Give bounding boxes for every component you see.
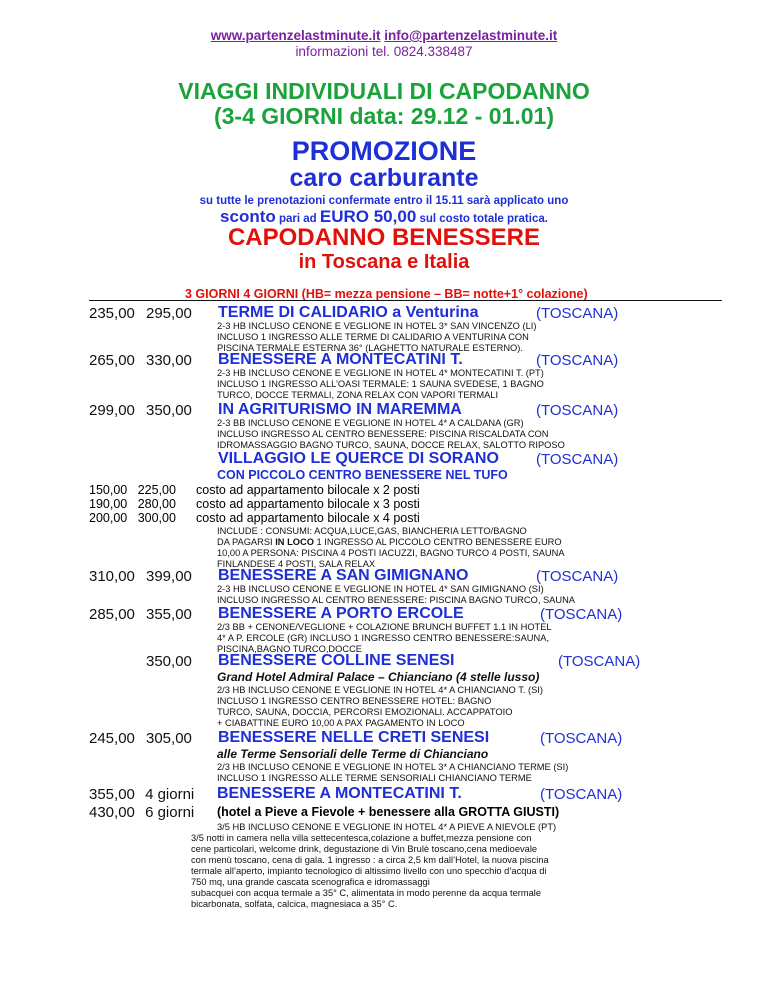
discount-tail: sul costo totale pratica. [416,213,548,225]
offer-desc-top: 3/5 HB INCLUSO CENONE E VEGLIONE IN HOTEL 4* A PIEVE A NIEVOLE (PT) [217,822,557,832]
price-3-days: 235,00 [89,305,135,322]
header-links [0,28,768,43]
headline-line1: VIAGGI INDIVIDUALI DI CAPODANNO [178,78,590,104]
offer-desc-1: 2-3 HB INCLUSO CENONE E VEGLIONE IN HOTEL 4* MONTECATINI T. (PT) [217,368,544,378]
section-title: CAPODANNO BENESSERE [227,224,541,251]
price-value: 430,00 [89,804,135,821]
offer-desc-2: INCLUSO 1 INGRESSO ALLE TERME DI CALIDARIO A VENTURINA CON [217,332,529,342]
price-3-days: 265,00 [89,352,135,369]
desc-text: DA PAGARSI [217,537,276,547]
offer-title: BENESSERE COLLINE SENESI [218,652,455,669]
offer-desc-1: 2-3 HB INCLUSO CENONE E VEGLIONE IN HOTEL 3* SAN VINCENZO (LI) [217,321,537,331]
offer-desc-1: 2/3 BB + CENONE/VEGLIONE + COLAZIONE BRUNCH BUFFET 1.1 IN HOTEL [217,622,552,632]
duration: 6 giorni [145,804,195,821]
section-legend: 3 GIORNI 4 GIORNI (HB= mezza pensione – BB= notte+1° colazione) [185,287,588,301]
price-row [89,483,176,497]
offer-desc-2: INCLUSO INGRESSO AL CENTRO BENESSERE: PISCINA BAGNO TURCO, SAUNA [217,595,576,605]
discount-word: sconto [220,207,276,226]
offer-title: VILLAGGIO LE QUERCE DI SORANO [218,450,499,467]
offer-region: (TOSCANA) [536,402,619,419]
offer-desc-1: INCLUDE : CONSUMI: ACQUA,LUCE,GAS, BIANCHERIA LETTO/BAGNO [217,526,527,536]
price-3-days: 285,00 [89,606,135,623]
price-row-1 [89,786,194,803]
price-4-days: 350,00 [146,402,192,419]
offer-desc-3: TURCO, DOCCE TERMALI, ZONA RELAX CON VAPORI TERMALI [217,390,499,400]
promo-title: PROMOZIONE [291,136,477,166]
offer-desc-2: INCLUSO 1 INGRESSO ALL’OASI TERMALE: 1 SAUNA SVEDESE, 1 BAGNO [217,379,544,389]
offer-desc-1: 2/3 HB INCLUSO CENONE E VEGLIONE IN HOTEL 4* A CHIANCIANO T. (SI) [217,685,543,695]
offer-subtitle: Grand Hotel Admiral Palace – Chianciano (4 stelle lusso) [217,670,540,684]
section-subtitle: in Toscana e Italia [298,251,470,273]
offer-desc-1: 3/5 notti in camera nella villa settecentesca,colazione a buffet,mezza pensione con [191,833,532,843]
price-4-days: 305,00 [146,730,192,747]
row-text: costo ad appartamento bilocale x 4 posti [196,511,420,525]
offer-region: (TOSCANA) [536,451,619,468]
price-4-days: 225,00 [137,483,176,497]
offer-subtitle: CON PICCOLO CENTRO BENESSERE NEL TUFO [217,468,508,482]
price-row-2 [89,804,194,821]
duration: 4 giorni [145,786,195,803]
price-4-days: 350,00 [146,653,192,670]
offer-desc-3: TURCO, SAUNA, DOCCIA, PERCORSI EMOZIONALI. ACCAPPATOIO [217,707,513,717]
email-link[interactable]: info@partenzelastminute.it [384,28,558,43]
offer-desc-1: 2-3 HB INCLUSO CENONE E VEGLIONE IN HOTEL 4* SAN GIMIGNANO (SI) [217,584,544,594]
offer-title: TERME DI CALIDARIO a Venturina [218,304,479,321]
offer-region: (TOSCANA) [536,352,619,369]
row-text: costo ad appartamento bilocale x 3 posti [196,497,420,511]
offer-title: IN AGRITURISMO IN MAREMMA [218,401,462,418]
offer-region: (TOSCANA) [536,568,619,585]
offer-desc-2: INCLUSO 1 INGRESSO ALLE TERME SENSORIALI CHIANCIANO TERME [217,773,532,783]
offer-desc-4: + CIABATTINE EURO 10,00 A PAX PAGAMENTO IN LOCO [217,718,465,728]
offer-subtitle: alle Terme Sensoriali delle Terme di Chianciano [217,747,489,761]
offer-desc-2: 4* A P. ERCOLE (GR) INCLUSO 1 INGRESSO CENTRO BENESSERE:SAUNA, [217,633,550,643]
offer-desc-2: INCLUSO INGRESSO AL CENTRO BENESSERE: PISCINA RISCALDATA CON [217,429,549,439]
offer-desc-3: 10,00 A PERSONA: PISCINA 4 POSTI IACUZZI, BAGNO TURCO 4 POSTI, SAUNA [217,548,565,558]
offer-region: (TOSCANA) [540,730,623,747]
offer-title: BENESSERE A MONTECATINI T. [218,351,463,368]
offer-title: BENESSERE A PORTO ERCOLE [218,605,464,622]
price-3-days: 190,00 [89,497,128,511]
price-value: 355,00 [89,786,135,803]
price-4-days: 300,00 [137,511,176,525]
discount-amount: EURO 50,00 [319,207,417,226]
price-3-days: 310,00 [89,568,135,585]
discount-mid: pari ad [275,213,320,225]
offer-desc-3: PISCINA TERMALE ESTERNA 36° (LAGHETTO NATURALE ESTERNO). [217,343,523,353]
price-4-days: 280,00 [137,497,176,511]
price-3-days: 299,00 [89,402,135,419]
promo-subtitle: caro carburante [289,164,479,192]
offer-desc-3: IDROMASSAGGIO BAGNO TURCO, SAUNA, DOCCE RELAX, SALOTTO RIPOSO [217,440,565,450]
price-3-days: 200,00 [89,511,128,525]
offer-desc-6: subacquei con acqua termale a 35° C, alimentata in modo perenne da acqua termale [191,888,541,898]
offer-title: BENESSERE NELLE CRETI SENESI [218,729,490,746]
offer-desc-4: FINLANDESE 4 POSTI, SALA RELAX [217,559,376,569]
desc-text: 1 INGRESSO AL PICCOLO CENTRO BENESSERE EURO [313,537,562,547]
offer-desc-4: termale all’aperto, impianto tecnologico di altissimo livello con uno specchio d’acqua di [191,866,547,876]
price-4-days: 330,00 [146,352,192,369]
section-divider [89,300,722,301]
offer-region: (TOSCANA) [558,653,641,670]
website-link[interactable]: www.partenzelastminute.it [210,28,381,43]
desc-bold: IN LOCO [275,537,314,547]
offer-desc-1: 2/3 HB INCLUSO CENONE E VEGLIONE IN HOTEL 3* A CHIANCIANO TERME (SI) [217,762,569,772]
phone-line: informazioni tel. 0824.338487 [295,44,473,59]
price-4-days: 399,00 [146,568,192,585]
offer-region: (TOSCANA) [540,786,623,803]
offer-desc-2: cene particolari, welcome drink, degustazione di Vin Brulè toscano,cena medioevale [191,844,538,854]
price-4-days: 295,00 [146,305,192,322]
offer-desc-2 [217,537,562,549]
offer-desc-1: 2-3 BB INCLUSO CENONE E VEGLIONE IN HOTEL 4* A CALDANA (GR) [217,418,524,428]
offer-desc-3: PISCINA,BAGNO TURCO,DOCCE [217,644,362,654]
offer-subtitle: (hotel a Pieve a Fievole + benessere alla GROTTA GIUSTI) [217,805,560,819]
offer-desc-5: 750 mq, una grande cascata scenografica e idromassaggi [191,877,430,887]
promo-note: su tutte le prenotazioni confermate entro il 15.11 sarà applicato uno [199,195,569,207]
price-row [89,511,176,525]
price-3-days: 150,00 [89,483,128,497]
offer-desc-7: bicarbonata, solfata, calcica, magnesiaca a 35° C. [191,899,398,909]
price-row [89,497,176,511]
price-3-days: 245,00 [89,730,135,747]
row-text: costo ad appartamento bilocale x 2 posti [196,483,420,497]
price-4-days: 355,00 [146,606,192,623]
offer-title: BENESSERE A MONTECATINI T. [217,785,462,802]
offer-desc-3: con menù toscano, cena di gala. 1 ingresso : a circa 2,5 km dall’Hotel, la nuova piscina [191,855,549,865]
offer-region: (TOSCANA) [536,305,619,322]
offer-desc-2: INCLUSO 1 INGRESSO CENTRO BENESSERE HOTEL: BAGNO [217,696,492,706]
offer-region: (TOSCANA) [540,606,623,623]
headline-line2: (3-4 GIORNI data: 29.12 - 01.01) [213,103,554,129]
offer-title: BENESSERE A SAN GIMIGNANO [218,567,469,584]
